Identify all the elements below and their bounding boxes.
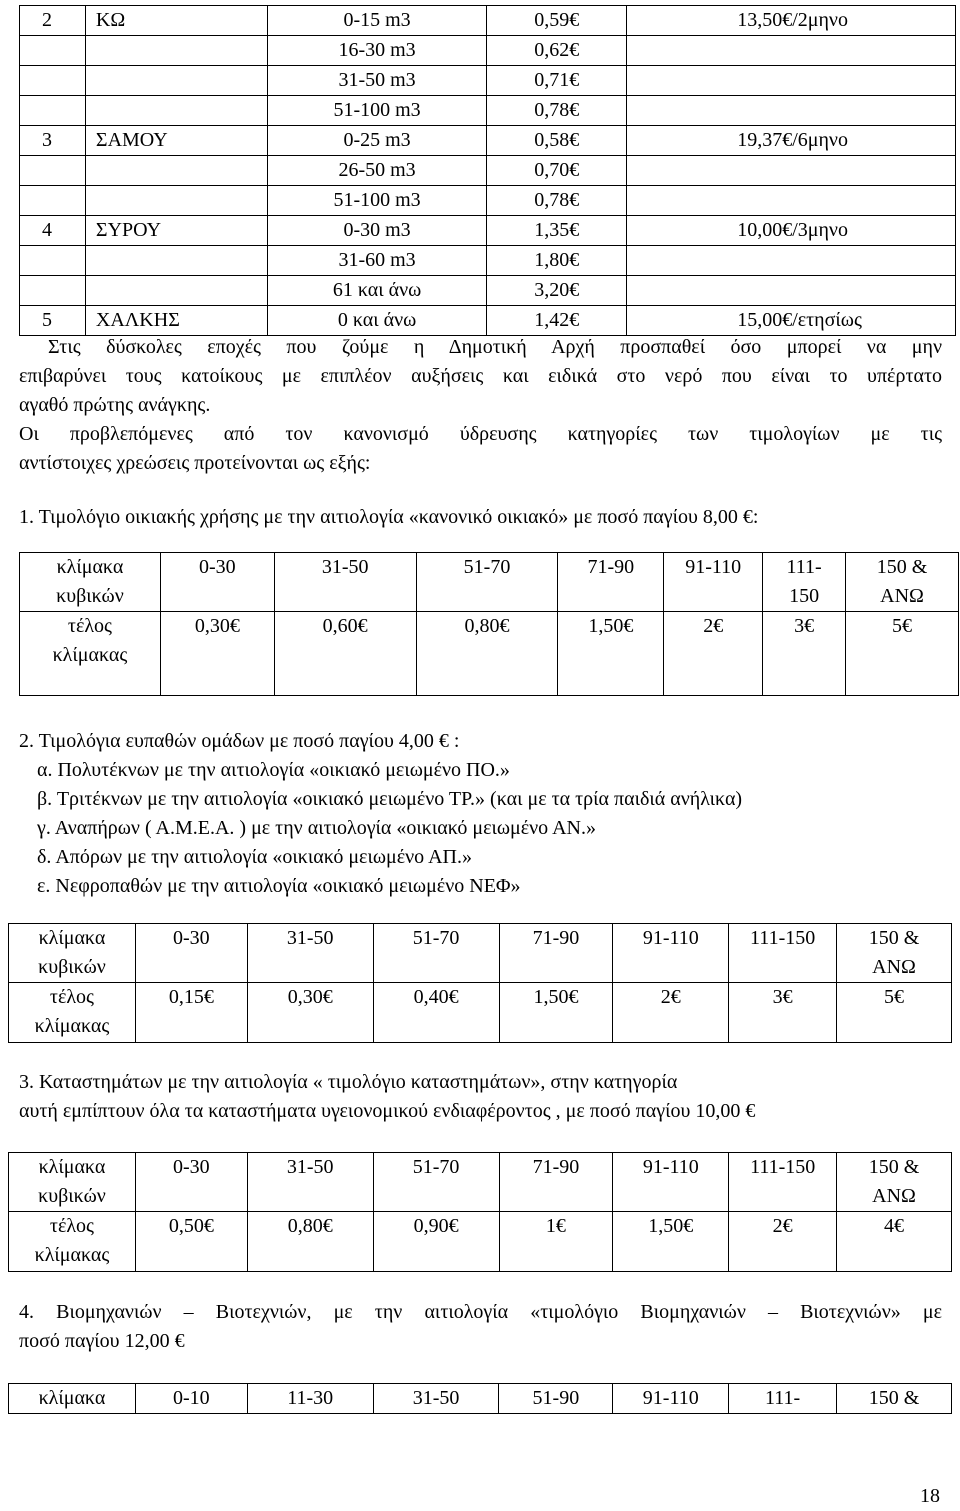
fee-cell: 0,80€ <box>247 1212 373 1272</box>
range-cell: 0-30 <box>135 1153 247 1212</box>
fee-cell <box>627 96 956 126</box>
range-cell: 150 & ΑΝΩ <box>846 553 959 612</box>
table-row <box>20 216 956 246</box>
fee-cell: 4€ <box>837 1212 952 1272</box>
fee-cell: 15,00€/ετησίως <box>627 306 956 336</box>
fee-cell: 19,37€/6μηνο <box>627 126 956 156</box>
range-cell: 51-100 m3 <box>267 186 487 216</box>
table-row <box>20 126 956 156</box>
table-row <box>20 6 956 36</box>
fee-cell: 13,50€/2μηνο <box>627 6 956 36</box>
no-cell: 5 <box>20 306 86 336</box>
range-cell: 31-60 m3 <box>267 246 487 276</box>
tariff-table-household <box>19 552 959 696</box>
row-label-fee: τέλος κλίμακας <box>20 612 161 696</box>
fee-cell: 2€ <box>613 983 729 1043</box>
fee-cell <box>627 246 956 276</box>
price-cell: 0,70€ <box>487 156 627 186</box>
range-cell: 91-110 <box>613 1153 729 1212</box>
area-cell <box>85 66 267 96</box>
list-item: β. Τριτέκνων με την αιτιολογία «οικιακό μειωμένο ΤΡ.» (και με τα τρία παιδιά ανήλικα) <box>37 788 743 810</box>
paragraph-line: αγαθό πρώτης ανάγκης. <box>19 394 211 416</box>
no-cell: 3 <box>20 126 86 156</box>
range-cell: 111- <box>729 1384 837 1414</box>
price-cell: 1,35€ <box>487 216 627 246</box>
no-cell: 2 <box>20 6 86 36</box>
range-cell: 51-70 <box>373 924 499 983</box>
range-cell: 111- 150 <box>763 553 846 612</box>
table-row <box>20 246 956 276</box>
range-cell: 11-30 <box>247 1384 373 1414</box>
fee-cell <box>627 66 956 96</box>
range-cell: 51-70 <box>373 1153 499 1212</box>
list-item: ε. Νεφροπαθών με την αιτιολογία «οικιακό μειωμένο ΝΕΦ» <box>37 875 521 897</box>
area-cell <box>85 186 267 216</box>
fee-cell: 0,60€ <box>274 612 416 696</box>
price-cell: 1,42€ <box>487 306 627 336</box>
price-cell: 0,78€ <box>487 96 627 126</box>
fee-cell: 0,30€ <box>160 612 274 696</box>
section-heading: 2. Τιμολόγια ευπαθών ομάδων με ποσό παγίου 4,00 € : <box>19 730 460 752</box>
section-heading: 4. Βιομηχανιών – Βιοτεχνιών, με την αιτιολογία «τιμολόγιο Βιομηχανιών – Βιοτεχνιών» με <box>19 1301 942 1323</box>
fee-cell: 0,90€ <box>373 1212 499 1272</box>
range-cell: 51-90 <box>499 1384 613 1414</box>
range-cell: 111-150 <box>729 1153 837 1212</box>
no-cell <box>20 186 86 216</box>
price-cell: 0,71€ <box>487 66 627 96</box>
section-heading: 3. Καταστημάτων με την αιτιολογία « τιμολόγιο καταστημάτων», στην κατηγορία <box>19 1071 678 1093</box>
price-cell: 3,20€ <box>487 276 627 306</box>
fee-cell: 5€ <box>846 612 959 696</box>
range-cell: 31-50 <box>247 924 373 983</box>
row-label-fee: τέλος κλίμακας <box>9 983 136 1043</box>
range-cell: 71-90 <box>499 1153 613 1212</box>
range-cell: 0-10 <box>135 1384 247 1414</box>
section-heading: 1. Τιμολόγιο οικιακής χρήσης με την αιτιολογία «κανονικό οικιακό» με ποσό παγίου 8,00 €: <box>19 506 759 528</box>
tariff-table-vulnerable <box>8 923 952 1043</box>
paragraph-line: Οι προβλεπόμενες από τον κανονισμό ύδρευσης κατηγορίες των τιμολογίων με τις <box>19 423 942 445</box>
range-cell: 0-30 m3 <box>267 216 487 246</box>
no-cell <box>20 156 86 186</box>
fee-cell <box>627 156 956 186</box>
range-cell: 150 & <box>837 1384 952 1414</box>
no-cell <box>20 96 86 126</box>
no-cell <box>20 66 86 96</box>
section-heading: ποσό παγίου 12,00 € <box>19 1330 185 1352</box>
fee-cell: 1,50€ <box>613 1212 729 1272</box>
fee-cell: 1,50€ <box>558 612 664 696</box>
table-row <box>20 186 956 216</box>
paragraph-line: αντίστοιχες χρεώσεις προτείνονται ως εξής: <box>19 452 371 474</box>
fee-cell: 0,30€ <box>247 983 373 1043</box>
range-cell: 0-30 <box>135 924 247 983</box>
paragraph-line: επιβαρύνει τους κατοίκους με επιπλέον αυξήσεις και ειδικά στο νερό που είναι το υπέρτατο <box>19 365 942 387</box>
range-cell: 31-50 m3 <box>267 66 487 96</box>
area-cell: ΣΑΜΟΥ <box>85 126 267 156</box>
range-cell: 91-110 <box>613 1384 729 1414</box>
table-row <box>20 156 956 186</box>
range-cell: 16-30 m3 <box>267 36 487 66</box>
range-cell: 31-50 <box>373 1384 499 1414</box>
area-cell: ΣΥΡΟΥ <box>85 216 267 246</box>
range-cell: 0 και άνω <box>267 306 487 336</box>
fee-cell: 2€ <box>729 1212 837 1272</box>
range-cell: 26-50 m3 <box>267 156 487 186</box>
fee-cell <box>627 36 956 66</box>
area-cell <box>85 36 267 66</box>
fee-cell: 0,40€ <box>373 983 499 1043</box>
row-label-scale: κλίμακα κυβικών <box>9 924 136 983</box>
area-cell <box>85 276 267 306</box>
paragraph-line: Στις δύσκολες εποχές που ζούμε η Δημοτική Αρχή προσπαθεί όσο μπορεί να μην <box>48 336 942 358</box>
area-cell <box>85 246 267 276</box>
row-label-scale: κλίμακα <box>9 1384 136 1414</box>
range-cell: 0-25 m3 <box>267 126 487 156</box>
range-cell: 0-15 m3 <box>267 6 487 36</box>
area-cell: ΧΑΛΚΗΣ <box>85 306 267 336</box>
fee-cell: 3€ <box>729 983 837 1043</box>
no-cell <box>20 246 86 276</box>
table-row <box>20 306 956 336</box>
fee-cell: 2€ <box>664 612 763 696</box>
list-item: α. Πολυτέκνων με την αιτιολογία «οικιακό μειωμένο ΠΟ.» <box>37 759 510 781</box>
table-row <box>20 96 956 126</box>
no-cell: 4 <box>20 216 86 246</box>
table-row <box>20 276 956 306</box>
no-cell <box>20 276 86 306</box>
list-item: δ. Απόρων με την αιτιολογία «οικιακό μειωμένο ΑΠ.» <box>37 846 472 868</box>
row-label-fee: τέλος κλίμακας <box>9 1212 136 1272</box>
price-cell: 1,80€ <box>487 246 627 276</box>
fee-cell: 0,50€ <box>135 1212 247 1272</box>
table-row <box>20 36 956 66</box>
tariff-table-areas <box>19 5 956 336</box>
row-label-scale: κλίμακα κυβικών <box>20 553 161 612</box>
fee-cell <box>627 276 956 306</box>
price-cell: 0,78€ <box>487 186 627 216</box>
page-number: 18 <box>920 1485 940 1507</box>
range-cell: 0-30 <box>160 553 274 612</box>
fee-cell: 5€ <box>837 983 952 1043</box>
range-cell: 31-50 <box>247 1153 373 1212</box>
range-cell: 31-50 <box>274 553 416 612</box>
range-cell: 91-110 <box>664 553 763 612</box>
range-cell: 111-150 <box>729 924 837 983</box>
range-cell: 51-70 <box>416 553 558 612</box>
area-cell <box>85 156 267 186</box>
fee-cell <box>627 186 956 216</box>
fee-cell: 1€ <box>499 1212 613 1272</box>
tariff-table-shops <box>8 1152 952 1272</box>
no-cell <box>20 36 86 66</box>
range-cell: 71-90 <box>499 924 613 983</box>
table-row <box>20 66 956 96</box>
price-cell: 0,59€ <box>487 6 627 36</box>
range-cell: 61 και άνω <box>267 276 487 306</box>
list-item: γ. Αναπήρων ( Α.Μ.Ε.Α. ) με την αιτιολογία «οικιακό μειωμένο ΑΝ.» <box>37 817 596 839</box>
price-cell: 0,58€ <box>487 126 627 156</box>
fee-cell: 1,50€ <box>499 983 613 1043</box>
area-cell <box>85 96 267 126</box>
range-cell: 150 & ΑΝΩ <box>837 924 952 983</box>
range-cell: 150 & ΑΝΩ <box>837 1153 952 1212</box>
fee-cell: 10,00€/3μηνο <box>627 216 956 246</box>
range-cell: 51-100 m3 <box>267 96 487 126</box>
range-cell: 91-110 <box>613 924 729 983</box>
range-cell: 71-90 <box>558 553 664 612</box>
price-cell: 0,62€ <box>487 36 627 66</box>
fee-cell: 3€ <box>763 612 846 696</box>
row-label-scale: κλίμακα κυβικών <box>9 1153 136 1212</box>
tariff-table-industry <box>8 1383 952 1414</box>
fee-cell: 0,80€ <box>416 612 558 696</box>
area-cell: ΚΩ <box>85 6 267 36</box>
fee-cell: 0,15€ <box>135 983 247 1043</box>
section-heading: αυτή εμπίπτουν όλα τα καταστήματα υγειονομικού ενδιαφέροντος , με ποσό παγίου 10,00 € <box>19 1100 756 1122</box>
